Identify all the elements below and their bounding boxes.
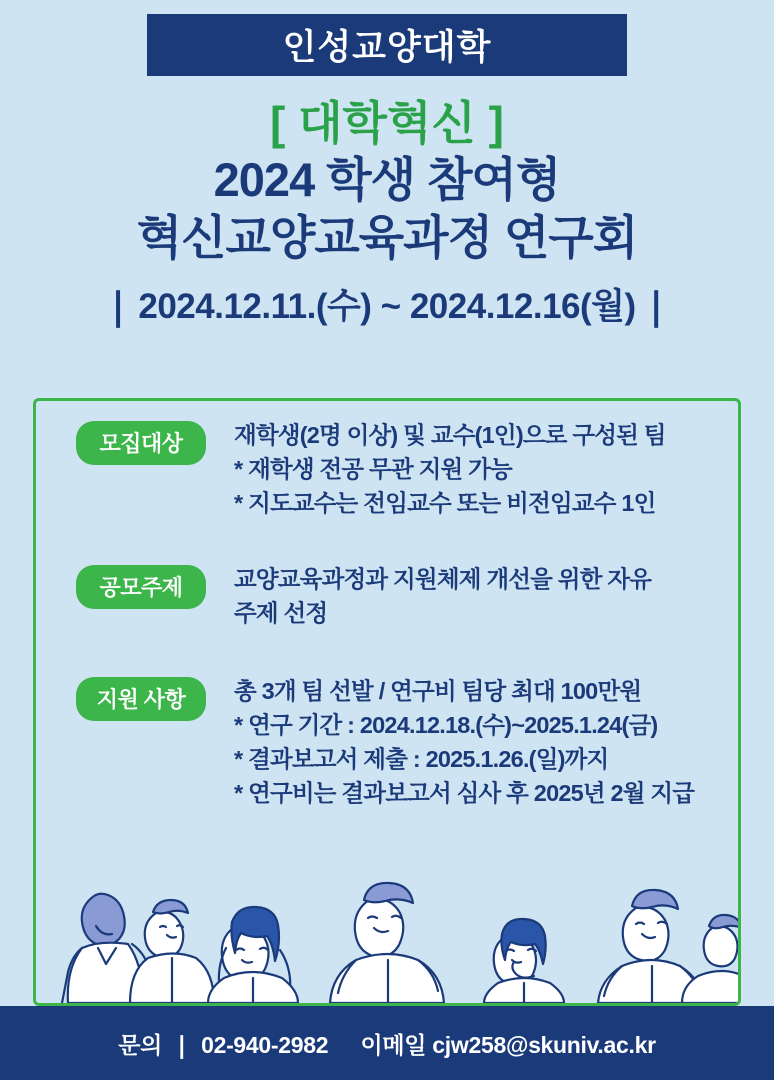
information-box xyxy=(33,398,741,1006)
footer-gap xyxy=(328,1032,360,1059)
footer-contact-bar xyxy=(0,1006,774,1080)
info-row-label: 지원 사항 xyxy=(76,677,206,721)
info-row-line: 교양교육과정과 지원체제 개선을 위한 자유 xyxy=(234,566,652,592)
info-row-line: 총 3개 팀 선발 / 연구비 팀당 최대 100만원 xyxy=(234,678,642,704)
date-left-bar: ❘ xyxy=(103,286,133,327)
info-row-label: 공모주제 xyxy=(76,565,206,609)
info-row-body xyxy=(234,562,738,630)
info-row-body xyxy=(234,674,738,810)
info-row-line: * 재학생 전공 무관 지원 가능 xyxy=(234,456,512,482)
info-row-body xyxy=(234,418,738,520)
event-date-text: 2024.12.11.(수) ~ 2024.12.16(월) xyxy=(138,287,636,326)
info-row-support xyxy=(36,674,738,810)
footer-separator: ❘ xyxy=(172,1031,192,1058)
info-row-label: 모집대상 xyxy=(76,421,206,465)
organization-name: 인성교양대학 xyxy=(282,28,492,67)
event-date-line xyxy=(0,279,774,329)
title-line-2: 혁신교양교육과정 연구회 xyxy=(136,211,638,264)
organization-banner xyxy=(147,14,627,76)
footer-email-label: 이메일 xyxy=(360,1031,427,1058)
info-row-line: 주제 선정 xyxy=(234,600,328,626)
info-row-eligibility xyxy=(36,418,738,520)
info-row-line: * 연구 기간 : 2024.12.18.(수)~2025.1.24(금) xyxy=(234,712,658,738)
footer-phone: 02-940-2982 xyxy=(201,1031,329,1058)
footer-contact-text xyxy=(118,1027,655,1060)
info-row-line: * 연구비는 결과보고서 심사 후 2025년 2월 지급 xyxy=(234,780,695,806)
information-rows xyxy=(36,418,738,832)
footer-email: cjw258@skuniv.ac.kr xyxy=(432,1031,656,1058)
date-right-bar: ❘ xyxy=(641,286,671,327)
info-row-line: * 지도교수는 전임교수 또는 비전임교수 1인 xyxy=(234,490,656,516)
info-row-line: 재학생(2명 이상) 및 교수(1인)으로 구성된 팀 xyxy=(234,422,666,448)
title-tag: [ 대학혁신 ] xyxy=(270,97,504,149)
footer-inquiry-label: 문의 xyxy=(118,1031,163,1058)
title-line-1: 2024 학생 참여형 xyxy=(213,153,561,206)
info-row-topic xyxy=(36,562,738,630)
info-row-line: * 결과보고서 제출 : 2025.1.26.(일)까지 xyxy=(234,746,609,772)
poster-title-block xyxy=(0,95,774,329)
row-spacer xyxy=(36,652,738,674)
students-illustration xyxy=(36,808,741,1003)
row-spacer xyxy=(36,542,738,562)
